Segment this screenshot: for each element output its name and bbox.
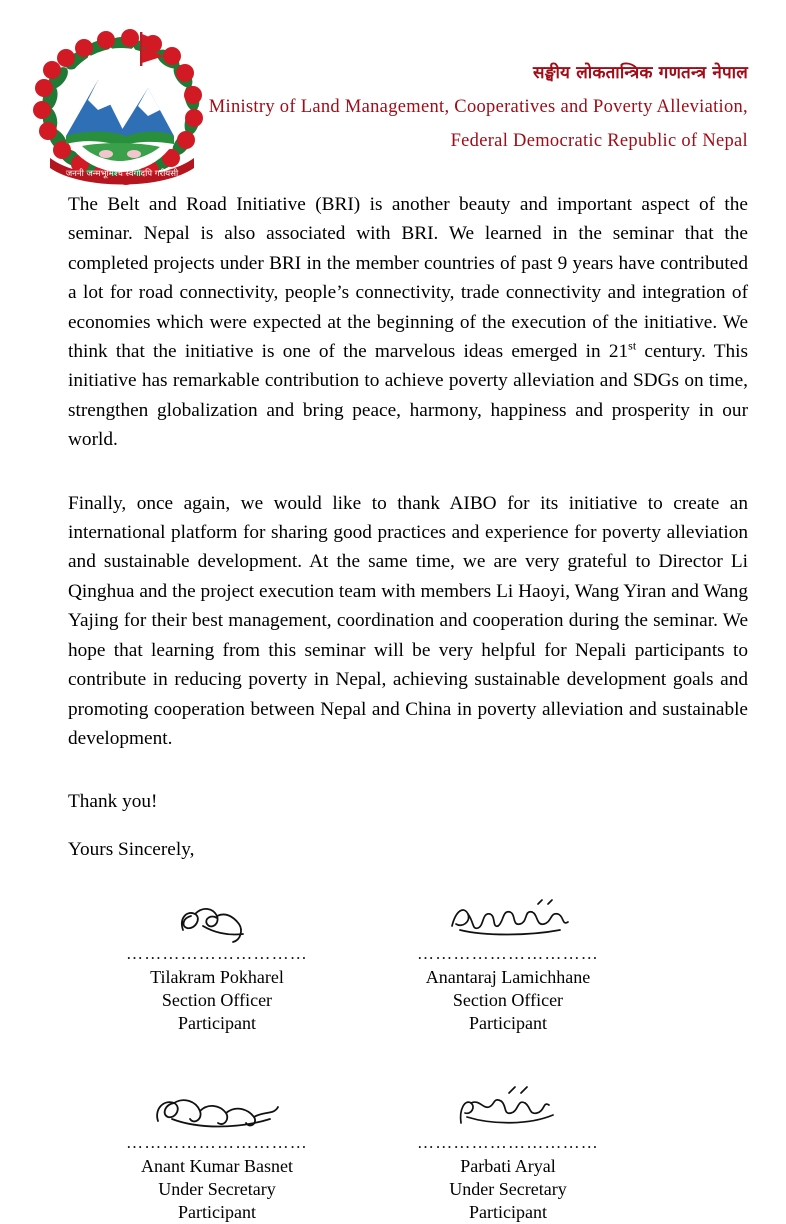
svg-text:जननी जन्मभूमिश्च स्वर्गादपि गर: जननी जन्मभूमिश्च स्वर्गादपि गरीयसी bbox=[65, 169, 179, 179]
signature-block-tilakram bbox=[92, 894, 342, 1035]
signatory-name: Anant Kumar Basnet bbox=[141, 1156, 293, 1177]
letterhead bbox=[0, 0, 786, 190]
signatory-name: Anantaraj Lamichhane bbox=[425, 967, 591, 988]
letter-body bbox=[0, 190, 786, 1224]
signature-block-parbati bbox=[378, 1083, 638, 1224]
paragraph-thanks-aibo: Finally, once again, we would like to thank AIBO for its initiative to create an international platform for sharing good practices and experience for poverty alleviation and sustainable development. At the same time, we are very grateful to Director Li Qinghua and the project execution team with members Li Haoyi, Wang Yiran and Wang Yajing for their best management, coordination and cooperation during the seminar. We hope that learning from this seminar will be very helpful for Nepali participants to contribute in reducing poverty in Nepal, achieving sustainable development goals and promoting cooperation between Nepal and China in poverty alleviation and sustainable development. bbox=[68, 492, 748, 749]
signatory-role: Participant bbox=[469, 1013, 547, 1034]
signature-dotted-line: ………………………… bbox=[417, 944, 599, 964]
signatory-title: Section Officer bbox=[452, 990, 564, 1011]
letterhead-country-line: Federal Democratic Republic of Nepal bbox=[450, 131, 748, 151]
signature-dotted-line: ………………………… bbox=[126, 944, 308, 964]
handwritten-signature-icon bbox=[92, 1083, 342, 1137]
ordinal-suffix: st bbox=[628, 338, 637, 353]
letterhead-ministry-line: Ministry of Land Management, Cooperatives and Poverty Alleviation, bbox=[208, 97, 748, 117]
handwritten-signature-icon bbox=[92, 894, 342, 948]
signatory-title: Section Officer bbox=[161, 990, 273, 1011]
paragraph-bri-text-2: century. This initiative has remarkable contribution to achieve poverty alleviation and SDGs on time, strengthen globalization and bring peace, harmony, happiness and prosperity in our world. bbox=[68, 341, 748, 451]
signature-row bbox=[68, 1083, 748, 1224]
signatory-role: Participant bbox=[178, 1013, 256, 1034]
handwritten-signature-icon bbox=[378, 894, 638, 948]
thank-you-line: Thank you! bbox=[68, 791, 158, 813]
signatory-role: Participant bbox=[178, 1202, 256, 1223]
paragraph-bri bbox=[68, 190, 748, 455]
signatory-name: Parbati Aryal bbox=[460, 1156, 556, 1177]
signature-dotted-line: ………………………… bbox=[126, 1133, 308, 1153]
letterhead-text bbox=[200, 60, 748, 152]
paragraph-bri-text-1: The Belt and Road Initiative (BRI) is another beauty and important aspect of the seminar. Nepal is also associated with BRI. We learned in the seminar that the completed projects under BRI in the member countries of past 9 years have contributed a lot for road connectivity, people’s connectivity, trade connectivity and integration of economies which were expected at the beginning of the execution of the initiative. We think that the initiative is one of the marvelous ideas emerged in 21 bbox=[68, 194, 748, 363]
signature-block-anant-kumar bbox=[92, 1083, 342, 1224]
signatory-name: Tilakram Pokharel bbox=[150, 967, 284, 988]
letterhead-nepali-line: सङ्घीय लोकतान्त्रिक गणतन्त्र नेपाल bbox=[533, 63, 748, 83]
signature-dotted-line: ………………………… bbox=[417, 1133, 599, 1153]
signatory-title: Under Secretary bbox=[449, 1179, 567, 1200]
signature-row bbox=[68, 894, 748, 1035]
signatory-role: Participant bbox=[469, 1202, 547, 1223]
signatory-title: Under Secretary bbox=[158, 1179, 276, 1200]
closing-line: Yours Sincerely, bbox=[68, 838, 195, 860]
signature-block-anantaraj bbox=[378, 894, 638, 1035]
handwritten-signature-icon bbox=[378, 1083, 638, 1137]
signature-grid bbox=[68, 886, 748, 1224]
